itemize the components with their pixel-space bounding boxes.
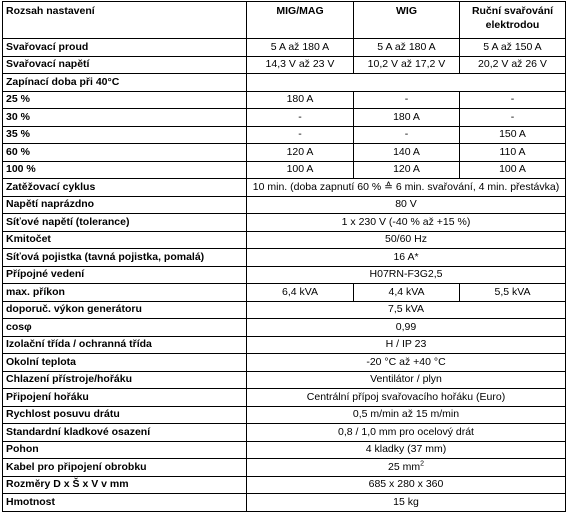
cell-text: 10 min. (doba zapnutí 60 % ≙ 6 min. svařování, 4 min. přestávka) [252,180,560,193]
row-label: Chlazení přístroje/hořáku [3,371,247,389]
row-label: Pohon [3,441,247,459]
cell-value-merged [247,231,566,249]
cell-value-merged [247,389,566,407]
cell-value-merged [247,371,566,389]
table-row [3,494,566,512]
header-manual-electrode: Ruční svařování elektrodou [460,2,566,39]
table-row [3,144,566,162]
cell-text: 4 kladky (37 mm) [365,443,447,456]
row-label: max. příkon [3,284,247,302]
row-label: Hmotnost [3,494,247,512]
table-row [3,354,566,372]
row-label: 60 % [3,144,247,162]
row-label: Zatěžovací cyklus [3,179,247,197]
cell-value: 180 A [354,109,460,127]
row-label: Rozměry D x Š x V v mm [3,476,247,494]
cell-text: H07RN-F3G2,5 [369,268,443,281]
table-row [3,441,566,459]
table-row [3,319,566,337]
table-row [3,336,566,354]
row-label: Zapínací doba při 40°C [3,74,247,92]
row-label: Okolní teplota [3,354,247,372]
cell-value-merged [247,319,566,337]
cell-value: 6,4 kVA [247,284,354,302]
cell-text: -20 °C až +40 °C [366,355,446,368]
cell-value-merged [247,441,566,459]
cell-value: 5 A až 180 A [247,39,354,57]
row-label: 25 % [3,91,247,109]
table-row [3,56,566,74]
cell-value-merged [247,266,566,284]
row-label: doporuč. výkon generátoru [3,301,247,319]
row-label: Kmitočet [3,231,247,249]
row-label: Kabel pro připojení obrobku [3,459,247,477]
header-mig-mag: MIG/MAG [247,2,354,39]
table-row [3,406,566,424]
cell-value: 4,4 kVA [354,284,460,302]
table-row [3,91,566,109]
cell-value-merged [247,336,566,354]
table-row [3,266,566,284]
cell-value: 100 A [247,161,354,179]
row-label: 30 % [3,109,247,127]
table-row [3,389,566,407]
cell-text: 7,5 kVA [388,303,424,316]
row-label: Izolační třída / ochranná třída [3,336,247,354]
cell-value-merged [247,214,566,232]
cell-text: 50/60 Hz [384,233,428,246]
cell-value: 5,5 kVA [460,284,566,302]
row-label: cosφ [3,319,247,337]
cell-value: 120 A [354,161,460,179]
cell-value-merged [247,354,566,372]
table-row [3,74,566,92]
cell-value: 110 A [460,144,566,162]
table-row [3,301,566,319]
specifications-table [2,1,566,512]
cell-text: 0,5 m/min až 15 m/min [352,408,460,421]
cell-value: - [247,126,354,144]
cell-value-merged [247,406,566,424]
cell-value: 120 A [247,144,354,162]
cell-value: 5 A až 180 A [354,39,460,57]
row-label: Standardní kladkové osazení [3,424,247,442]
row-label: Svařovací proud [3,39,247,57]
row-label: Napětí naprázdno [3,196,247,214]
table-header-row [3,2,566,39]
cell-value: 140 A [354,144,460,162]
table-row [3,249,566,267]
cell-value: 10,2 V až 17,2 V [354,56,460,74]
table-row [3,459,566,477]
row-label: 100 % [3,161,247,179]
table-row [3,179,566,197]
cell-value: - [354,126,460,144]
table-row [3,284,566,302]
cell-text: 0,99 [395,320,417,333]
header-setting-range: Rozsah nastavení [3,2,247,39]
cell-value: 14,3 V až 23 V [247,56,354,74]
table-row [3,231,566,249]
table-row [3,161,566,179]
cell-value: - [354,91,460,109]
table-row [3,371,566,389]
cell-text: H / IP 23 [385,338,427,351]
table-row [3,126,566,144]
cell-value-merged [247,476,566,494]
cell-value: - [247,109,354,127]
cell-value-merged [247,249,566,267]
cell-text: 15 kg [393,495,419,508]
cell-text: 16 A* [393,250,419,263]
row-label: Síťová pojistka (tavná pojistka, pomalá) [3,249,247,267]
table-row [3,214,566,232]
cell-value: - [460,91,566,109]
table-row [3,109,566,127]
cell-text: 685 x 280 x 360 [368,478,444,491]
cell-value-merged [247,459,566,477]
row-label: Rychlost posuvu drátu [3,406,247,424]
cell-value-merged [247,301,566,319]
cell-value: 100 A [460,161,566,179]
cell-value-merged [247,494,566,512]
cell-value: - [460,109,566,127]
table-row [3,424,566,442]
cell-value-merged [247,424,566,442]
cell-value-merged [247,179,566,197]
row-label: Síťové napětí (tolerance) [3,214,247,232]
cell-value: 180 A [247,91,354,109]
cell-text: 25 mm [388,460,421,473]
cell-text: 0,8 / 1,0 mm pro ocelový drát [338,425,474,438]
table-row [3,196,566,214]
cell-value: 150 A [460,126,566,144]
cell-value: 5 A až 150 A [460,39,566,57]
cell-text: 80 V [395,198,417,211]
row-label: Svařovací napětí [3,56,247,74]
row-label: 35 % [3,126,247,144]
header-wig: WIG [354,2,460,39]
cell-value-merged [247,196,566,214]
cell-text: 1 x 230 V (-40 % až +15 %) [341,215,471,228]
row-label: Připojení hořáku [3,389,247,407]
cell-value: 20,2 V až 26 V [460,56,566,74]
table-body [3,39,566,512]
table-row [3,39,566,57]
row-label: Přípojné vedení [3,266,247,284]
table-row [3,476,566,494]
cell-text: Centrální přípoj svařovacího hořáku (Euro) [306,390,506,403]
superscript: 2 [420,460,424,468]
cell-value-merged [247,74,566,92]
cell-text: Ventilátor / plyn [370,373,442,386]
